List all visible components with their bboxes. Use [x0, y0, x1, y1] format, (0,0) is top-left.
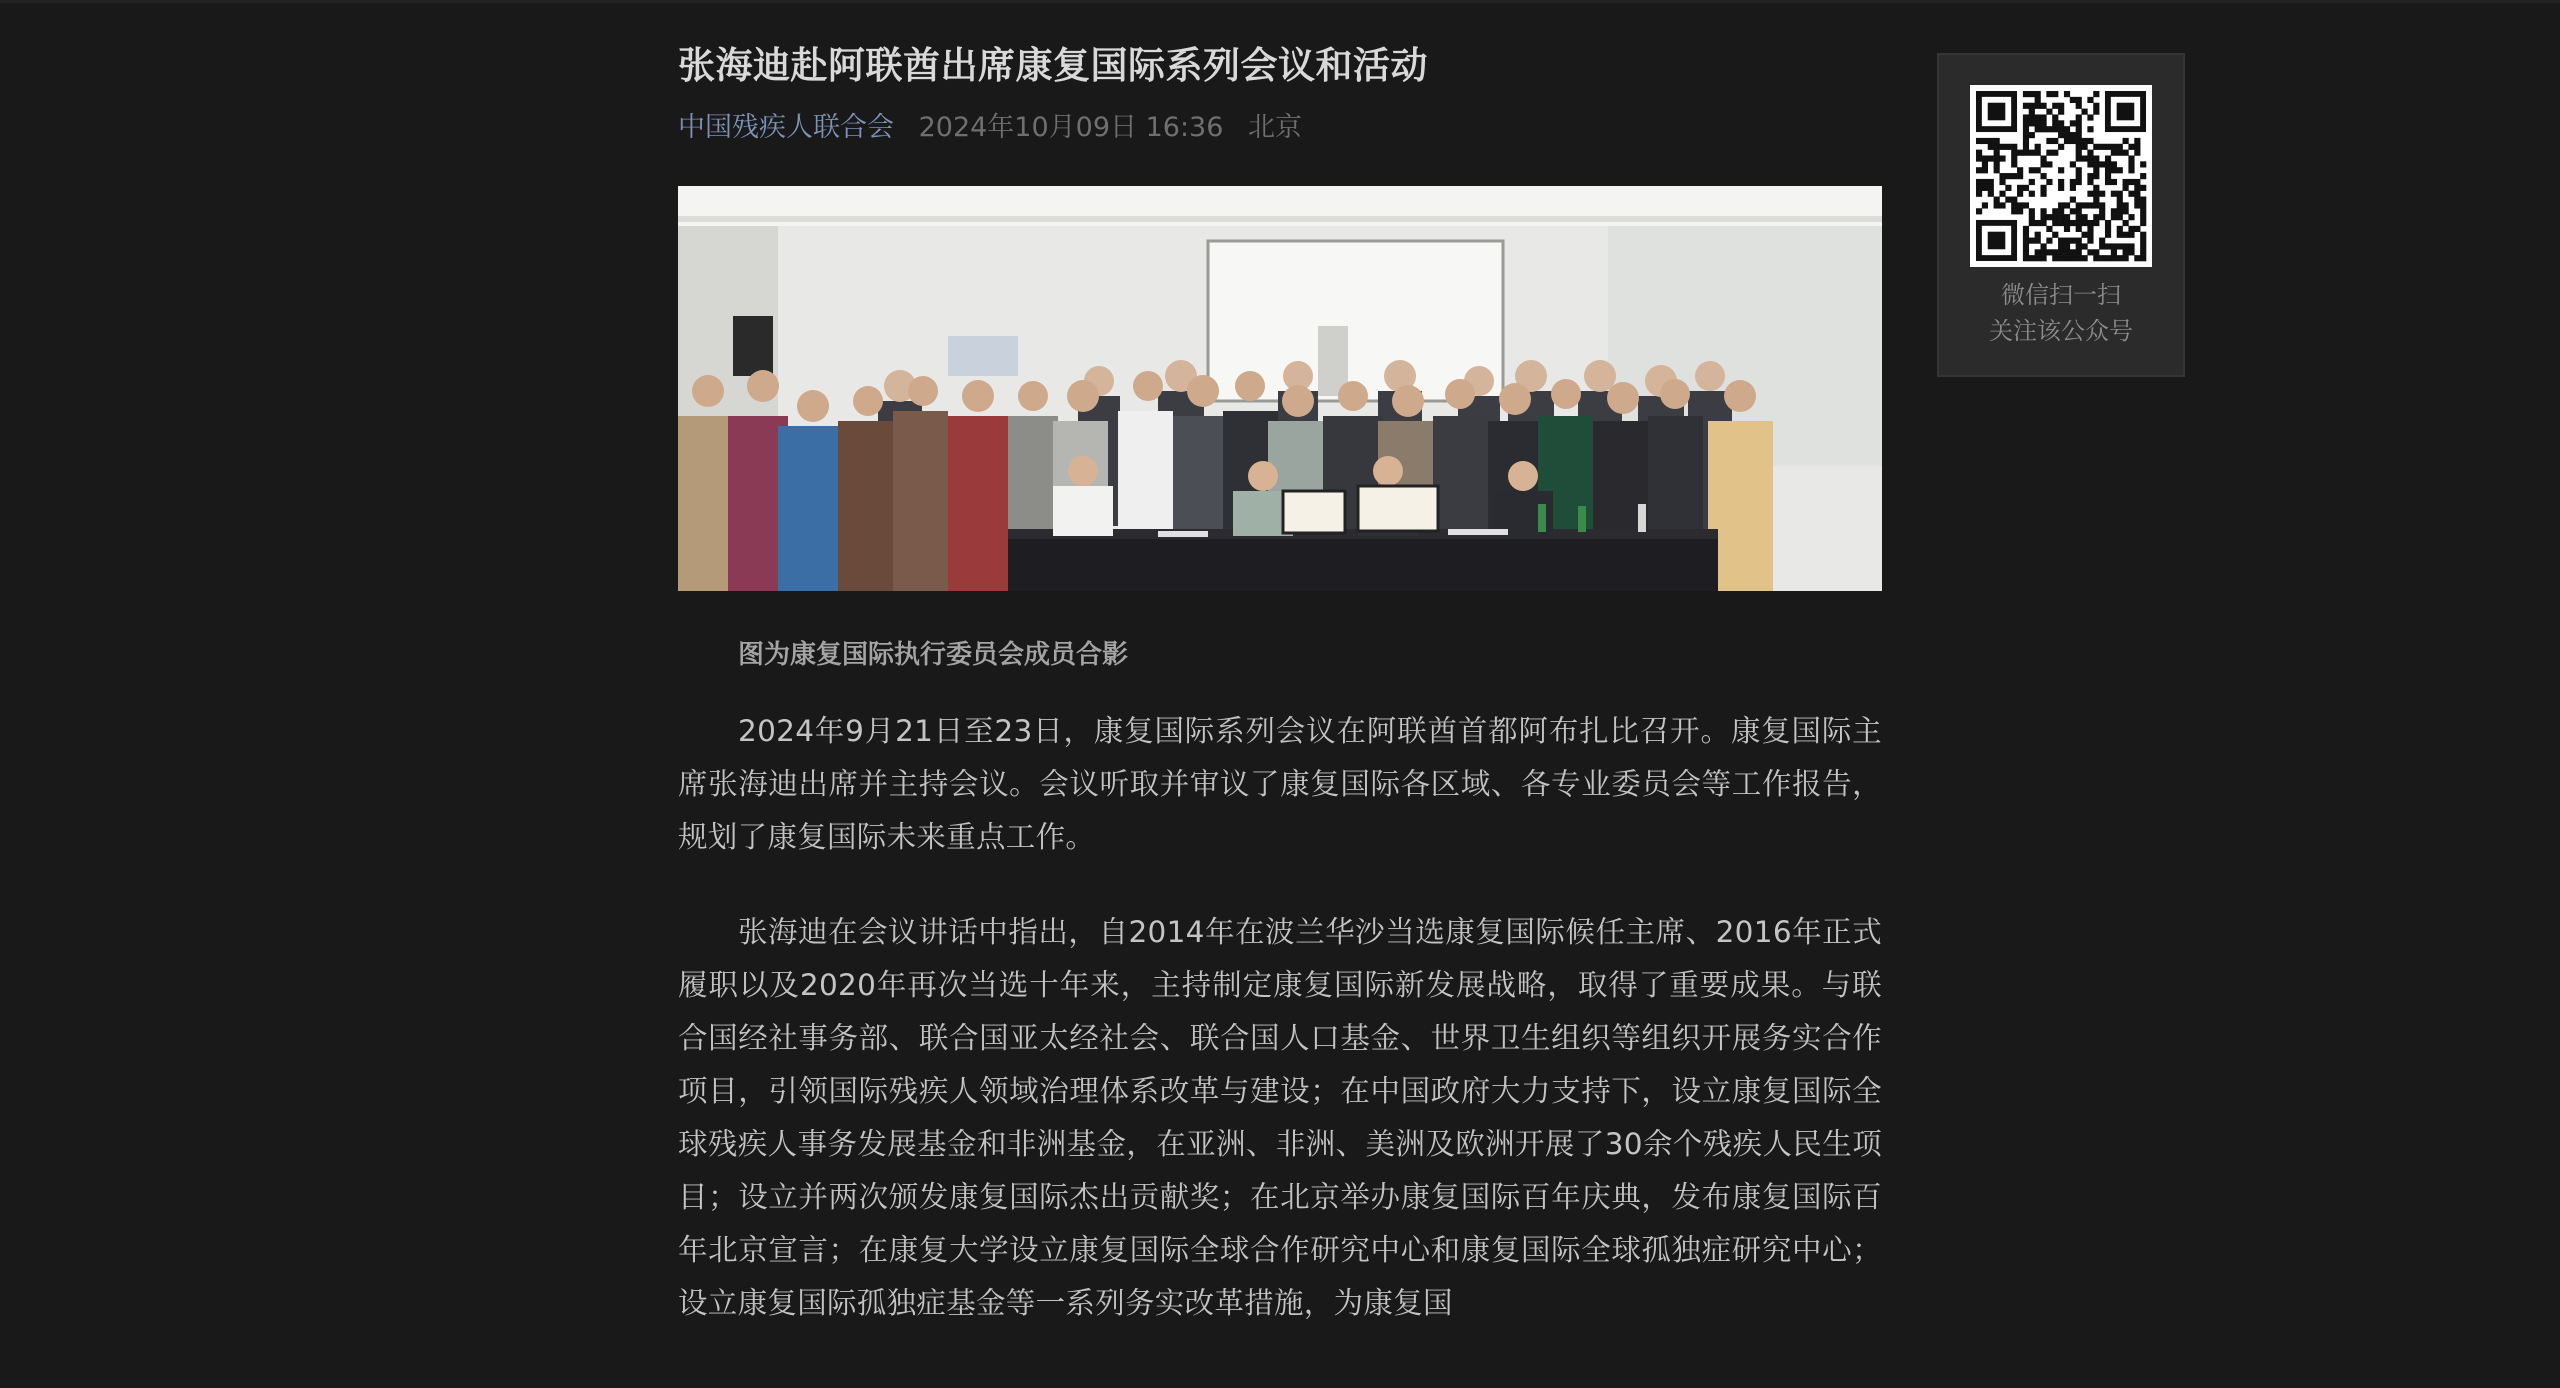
article	[678, 34, 1882, 1330]
article-photo[interactable]	[678, 186, 1882, 591]
article-meta	[678, 108, 1882, 148]
top-strip	[0, 0, 2560, 3]
publish-location: 北京	[1248, 112, 1303, 143]
account-link[interactable]: 中国残疾人联合会	[678, 112, 894, 143]
qr-code-graphic	[1970, 85, 2152, 267]
qr-code-icon[interactable]	[1970, 85, 2152, 267]
qr-follow-card	[1937, 53, 2185, 377]
group-photo-image	[678, 186, 1882, 591]
article-title: 张海迪赴阿联酋出席康复国际系列会议和活动	[678, 44, 1428, 87]
article-paragraph-2: 张海迪在会议讲话中指出，自2014年在波兰华沙当选康复国际候任主席、2016年正式履职以及2020年再次当选十年来，主持制定康复国际新发展战略，取得了重要成果。与联合国经社事务部、联合国亚太经社会、联合国人口基金、世界卫生组织等组织开展务实合作项目，引领国际残疾人领域治理体系改革与建设；在中国政府大力支持下，设立康复国际全球残疾人事务发展基金和非洲基金，在亚洲、非洲、美洲及欧洲开展了30余个残疾人民生项目；设立并两次颁发康复国际杰出贡献奖；在北京举办康复国际百年庆典，发布康复国际百年北京宣言；在康复大学设立康复国际全球合作研究中心和康复国际全球孤独症研究中心；设立康复国际孤独症基金等一系列务实改革措施，为康复国	[678, 915, 1882, 1320]
qr-line-follow: 关注该公众号	[1989, 317, 2133, 345]
article-paragraph-1: 2024年9月21日至23日，康复国际系列会议在阿联酋首都阿布扎比召开。康复国际主席张海迪出席并主持会议。会议听取并审议了康复国际各区域、各专业委员会等工作报告，规划了康复国际未来重点工作。	[678, 714, 1882, 854]
qr-instructions	[1939, 277, 2183, 349]
qr-line-scan: 微信扫一扫	[2001, 281, 2121, 309]
publish-datetime: 2024年10月09日 16:36	[918, 112, 1224, 143]
image-caption: 图为康复国际执行委员会成员合影	[738, 640, 1129, 670]
